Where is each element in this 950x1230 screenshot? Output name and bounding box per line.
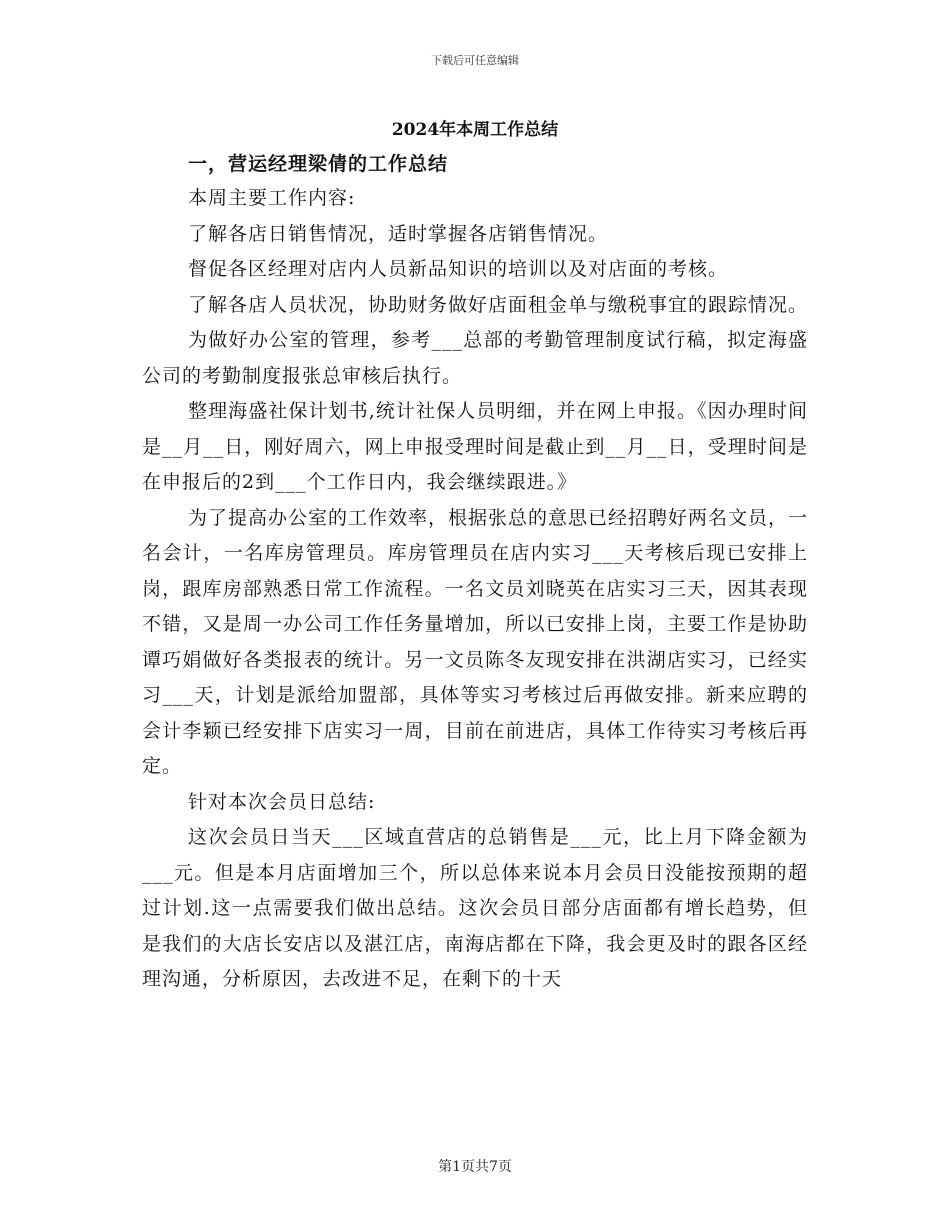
paragraph-member-day: 这次会员日当天___区域直营店的总销售是___元，比上月下降金额为___元。但是本月店面增加三个，所以总体来说本月会员日没能按预期的超过计划.这一点需要我们做出总结。这次会员日部分店面都有增长趋势，但是我们的大店长安店以及湛江店，南海店都在下降，我会更及时的跟各区经理沟通，分析原因，去改进不足，在剩下的十天 (142, 826, 808, 990)
paragraph-training: 督促各区经理对店内人员新品知识的培训以及对店面的考核。 (188, 258, 729, 280)
paragraph-recruitment: 为了提高办公室的工作效率，根据张总的意思已经招聘好两名文员，一名会计，一名库房管理员。库房管理员在店内实习___天考核后现已安排上岗，跟库房部熟悉日常工作流程。一名文员刘晓英在店实习三天，因其表现不错，又是周一办公司工作任务量增加，所以已安排上岗，主要工作是协助谭巧娟做好各类报表的统计。另一文员陈冬友现安排在洪湖店实习，已经实习___天，计划是派给加盟部，具体等实习考核过后再做安排。新来应聘的会计李颖已经安排下店实习一周，目前在前进店，具体工作待实习考核后再定。 (142, 506, 809, 777)
page-indicator: 第1页共7页 (438, 1159, 512, 1175)
paragraph-staff: 了解各店人员状况，协助财务做好店面租金单与缴税事宜的跟踪情况。 (188, 293, 809, 316)
paragraph-social-insurance: 整理海盛社保计划书,统计社保人员明细，并在网上申报。《因办理时间是__月__日，刚好周六，网上申报受理时间是截止到__月__日，受理时间是在申报后的2到___个工作日内，我会继续跟进。》 (142, 400, 808, 493)
paragraph-sales: 了解各店日销售情况，适时掌握各店销售情况。 (188, 222, 609, 245)
paragraph-attendance: 为做好办公室的管理，参考___总部的考勤管理制度试行稿，拟定海盛公司的考勤制度报张总审核后执行。 (142, 329, 808, 387)
document-body (142, 151, 808, 998)
paragraph-member-day-heading: 针对本次会员日总结: (188, 790, 376, 813)
section-heading: 一，营运经理梁倩的工作总结 (188, 153, 449, 175)
paragraph-work-content: 本周主要工作内容: (188, 187, 356, 209)
document-title: 2024年本周工作总结 (391, 120, 559, 140)
page-header-note: 下载后可任意编辑 (431, 54, 519, 67)
